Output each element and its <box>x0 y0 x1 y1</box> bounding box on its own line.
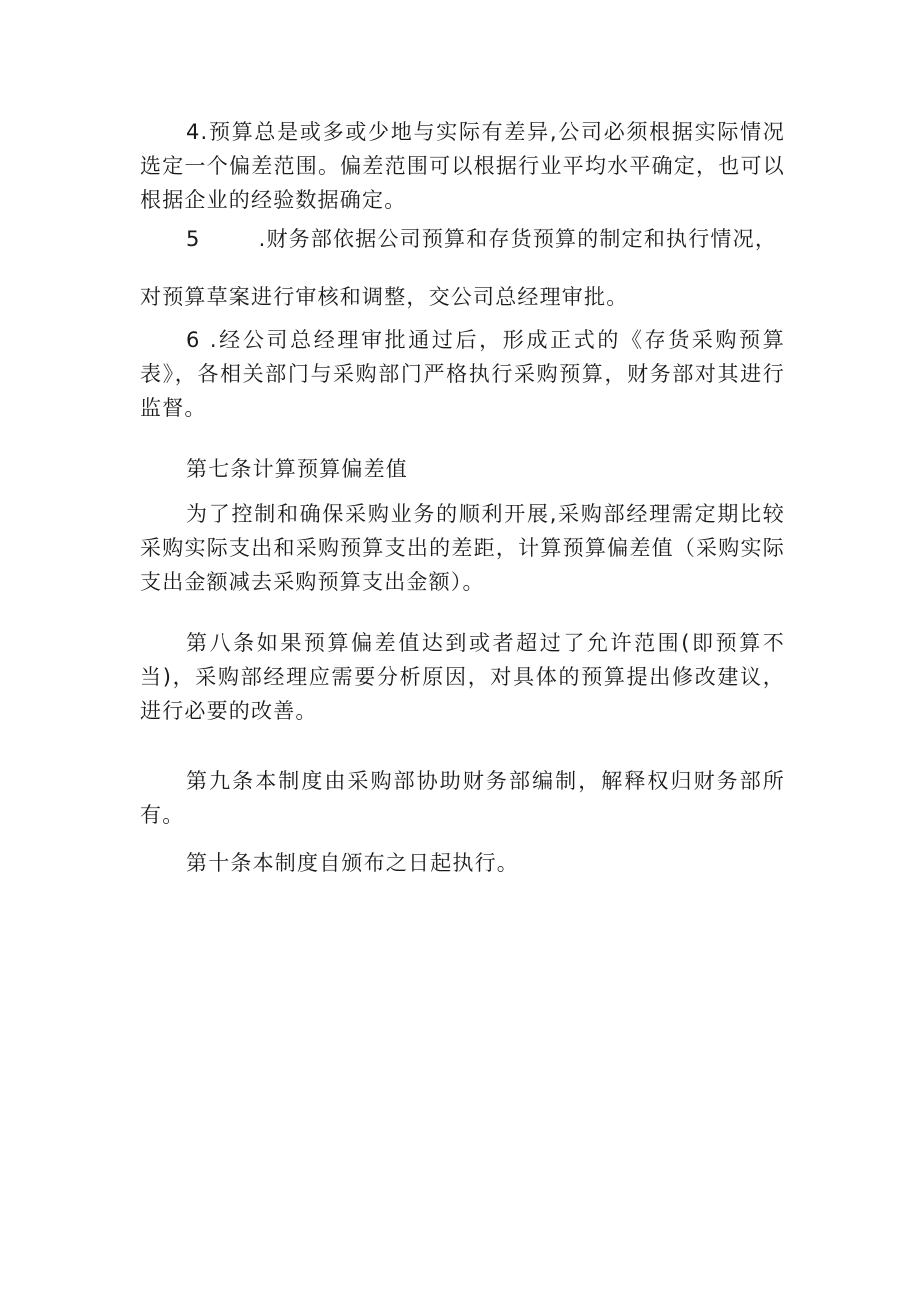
item-5-text: .财务部依据公司预算和存货预算的制定和执行情况， <box>258 227 778 251</box>
article-10: 第十条本制度自颁布之日起执行。 <box>186 851 519 875</box>
article-7-body: 为了控制和确保采购业务的顺利开展,采购部经理需定期比较采购实际支出和采购预算支出的差距，计算预算偏差值（采购实际支出金额减去采购预算支出金额）。 <box>140 502 785 594</box>
paragraph-item-4: 4.预算总是或多或少地与实际有差异,公司必须根据实际情况选定一个偏差范围。偏差范围可以根据行业平均水平确定，也可以根据企业的经验数据确定。 <box>140 120 785 212</box>
article-7-title: 第七条计算预算偏差值 <box>186 457 408 481</box>
article-8: 第八条如果预算偏差值达到或者超过了允许范围(即预算不当)，采购部经理应需要分析原因，对具体的预算提出修改建议，进行必要的改善。 <box>140 631 785 723</box>
paragraph-item-5-line-1 <box>140 222 785 256</box>
paragraph-item-5-line-2: 对预算草案进行审核和调整，交公司总经理审批。 <box>140 285 629 309</box>
article-9: 第九条本制度由采购部协助财务部编制，解释权归财务部所有。 <box>140 769 785 827</box>
paragraph-item-6: 6 .经公司总经理审批通过后，形成正式的《存货采购预算表》，各相关部门与采购部门严格执行采购预算，财务部对其进行监督。 <box>140 328 785 420</box>
item-5-number: 5 <box>186 227 201 251</box>
